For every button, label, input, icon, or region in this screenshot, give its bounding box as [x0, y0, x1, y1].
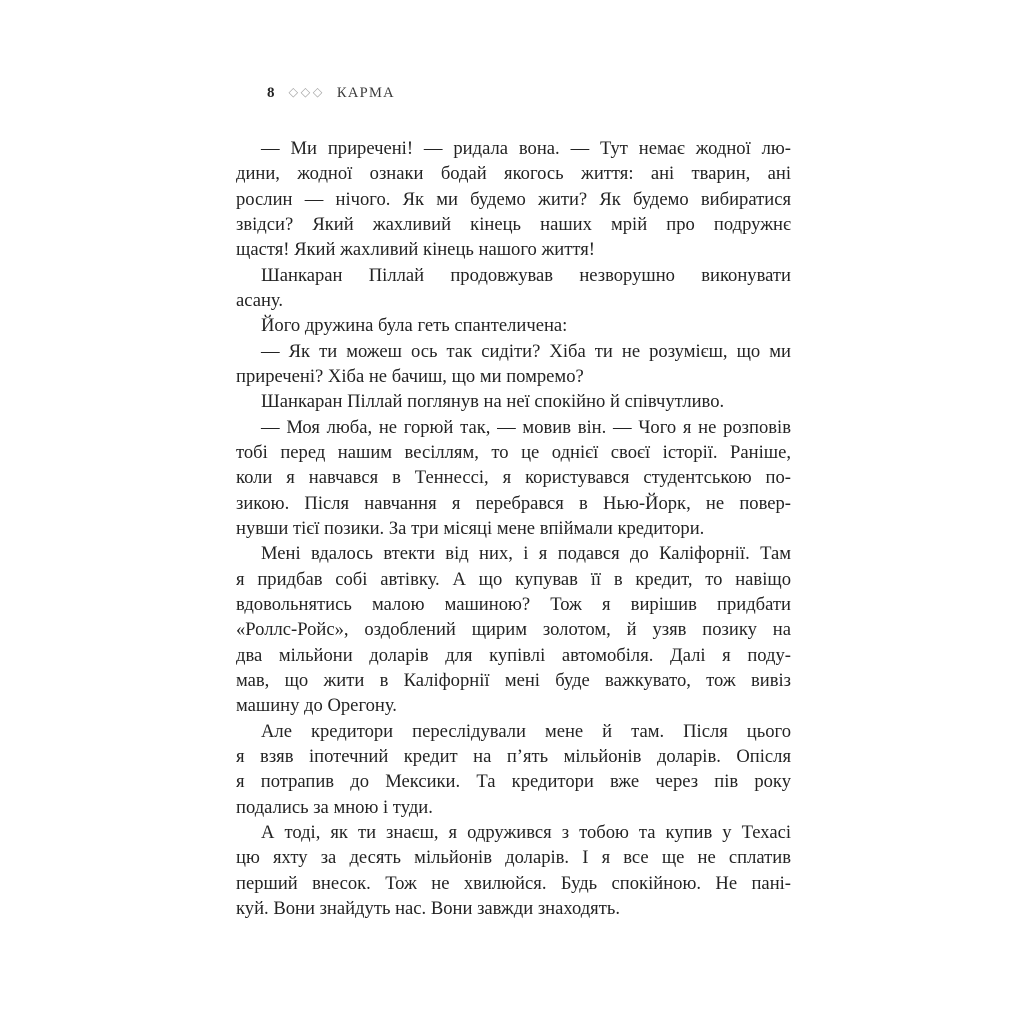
text-line: мав, що жити в Каліфорнії мені буде важкувато, тож вивіз: [236, 669, 791, 691]
text-line: — Ми приречені! — ридала вона. — Тут немає жодної лю-: [261, 138, 791, 159]
text-line: «Роллс-Ройс», оздоблений щирим золотом, й узяв позику на: [236, 619, 791, 641]
text-line: асану.: [236, 289, 284, 311]
text-line: рослин — нічого. Як ми будемо жити? Як будемо вибиратися: [236, 188, 791, 210]
text-line: Шанкаран Піллай продовжував незворушно виконувати: [261, 264, 791, 286]
paragraph: [236, 389, 791, 414]
text-line: — Моя люба, не горюй так, — мовив він. — Чого я не розповів: [261, 416, 791, 438]
page-text: [236, 136, 791, 921]
text-line: звідси? Який жахливий кінець наших мрій про подружнє: [236, 213, 791, 235]
text-line: дини, жодної ознаки бодай якогось життя: ані тварин, ані: [236, 163, 791, 185]
text-line: А тоді, як ти знаєш, я одружився з тобою та купив у Техасі: [261, 821, 791, 843]
text-line: Але кредитори переслідували мене й там. Після цього: [261, 720, 791, 742]
text-line: тобі перед нашим весіллям, то це однієї своєї історії. Раніше,: [236, 441, 791, 463]
text-line: я потрапив до Мексики. Та кредитори вже через пів року: [236, 771, 791, 793]
running-header: [267, 85, 395, 102]
paragraph: [236, 339, 791, 390]
paragraph: [236, 136, 791, 263]
text-line: куй. Вони знайдуть нас. Вони завжди знаходять.: [236, 897, 620, 919]
text-line: Його дружина була геть спантеличена:: [261, 315, 568, 337]
text-line: я придбав собі автівку. А що купував її в кредит, то навіщо: [236, 568, 791, 590]
text-line: коли я навчався в Теннессі, я користувався студентською по-: [236, 467, 791, 489]
text-line: машину до Орегону.: [236, 695, 397, 717]
paragraph: [236, 719, 791, 820]
text-line: — Як ти можеш ось так сидіти? Хіба ти не розумієш, що ми: [261, 340, 791, 362]
paragraph: [236, 415, 791, 542]
paragraph: [236, 313, 791, 338]
running-title: КАРМА: [336, 85, 395, 101]
text-line: Мені вдалось втекти від них, і я подався до Каліфорнії. Там: [261, 543, 791, 565]
diamond-ornament-icon: ◇◇◇: [288, 84, 325, 99]
text-line: перший внесок. Тож не хвилюйся. Будь спокійною. Не пані-: [236, 872, 791, 894]
text-line: два мільйони доларів для купівлі автомобіля. Далі я поду-: [236, 644, 791, 666]
paragraph: [236, 263, 791, 314]
paragraph: [236, 820, 791, 921]
text-line: я взяв іпотечний кредит на п’ять мільйонів доларів. Опісля: [236, 745, 791, 767]
text-line: щастя! Який жахливий кінець нашого життя!: [236, 239, 595, 261]
text-line: Шанкаран Піллай поглянув на неї спокійно й співчутливо.: [261, 391, 725, 413]
text-line: вдовольнятись малою машиною? Тож я вирішив придбати: [236, 593, 791, 615]
text-line: приречені? Хіба не бачиш, що ми помремо?: [236, 365, 584, 387]
text-line: подались за мною і туди.: [236, 796, 433, 818]
text-line: цю яхту за десять мільйонів доларів. І я все ще не сплатив: [236, 847, 791, 869]
text-line: нувши тієї позики. За три місяці мене впіймали кредитори.: [236, 517, 705, 539]
text-line: зикою. Після навчання я перебрався в Нью-Йорк, не повер-: [236, 492, 791, 514]
page-number: 8: [267, 85, 275, 101]
paragraph: [236, 541, 791, 718]
